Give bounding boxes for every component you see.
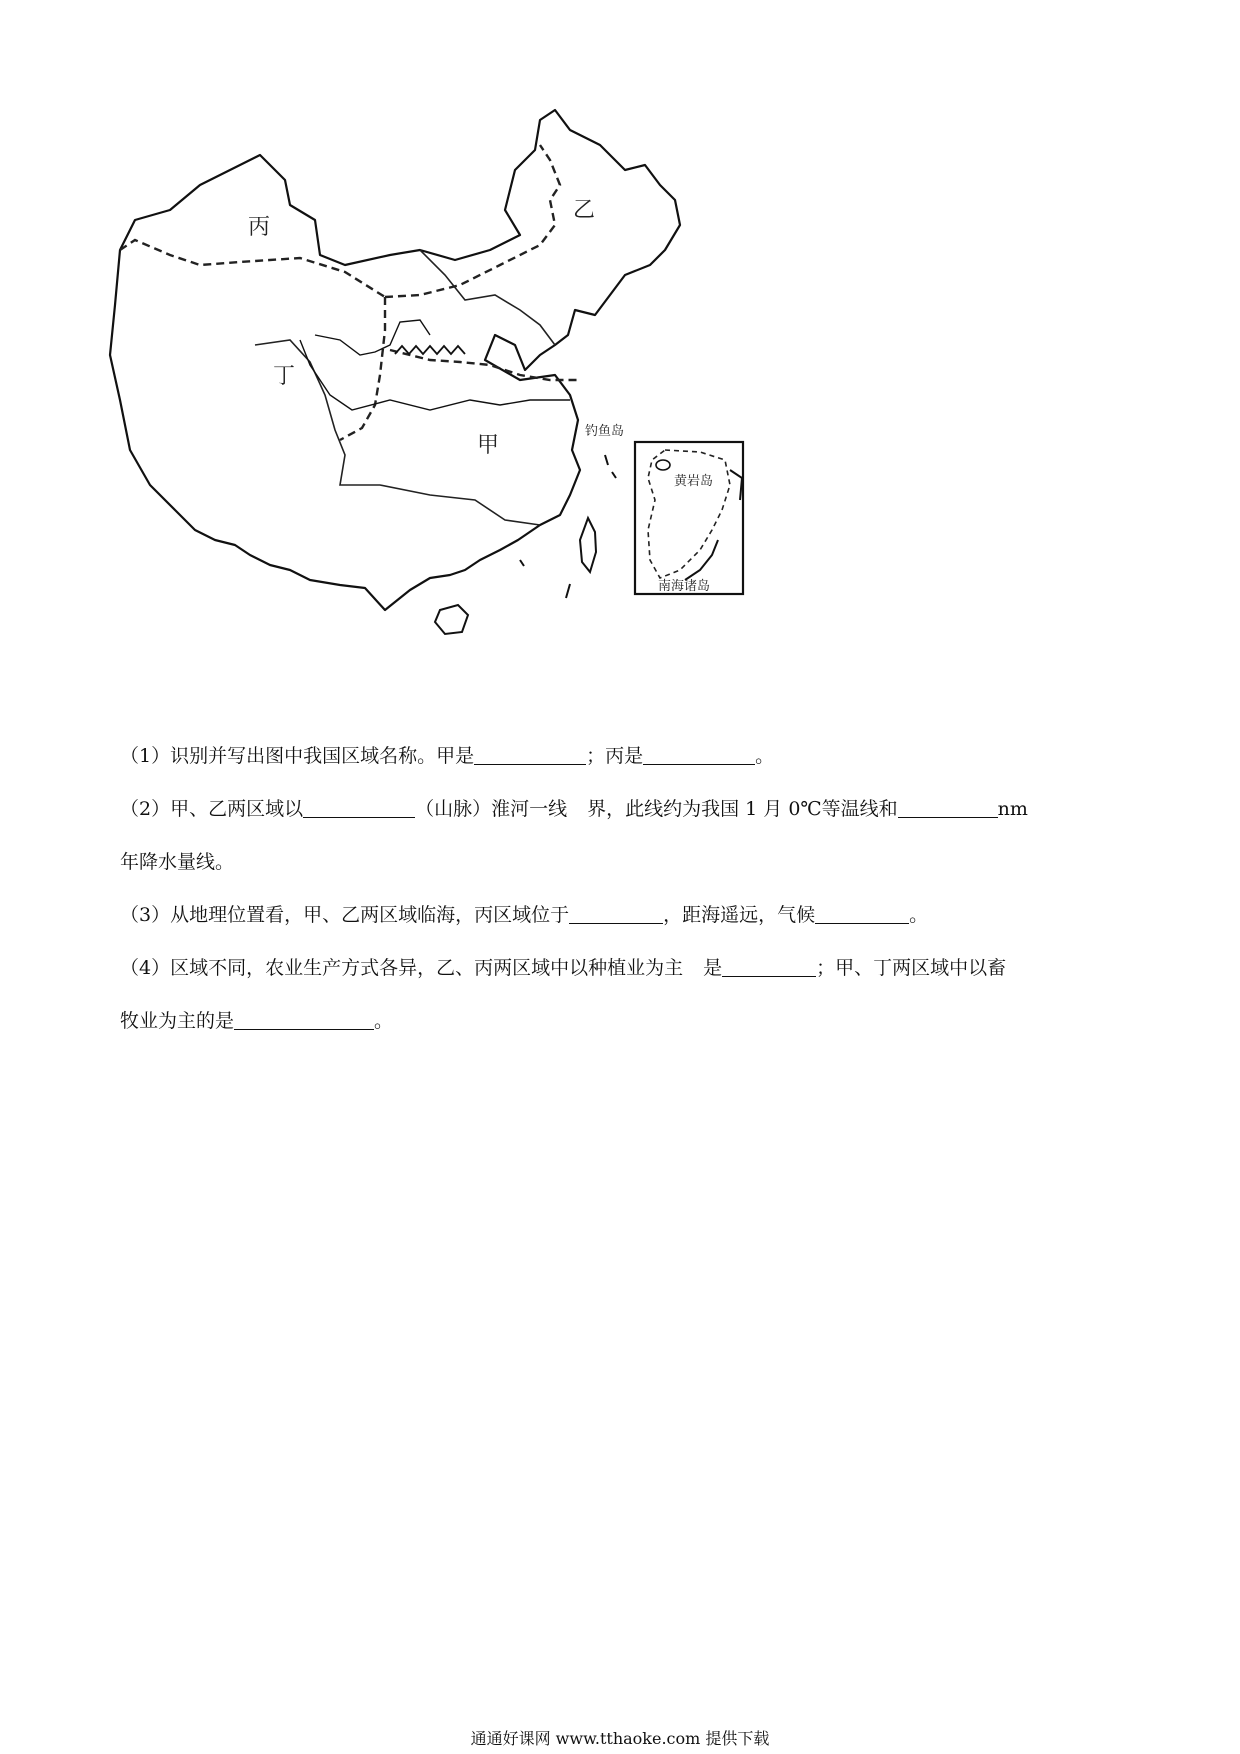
q1-text-2: ；丙是	[586, 745, 644, 767]
question-4-cont	[120, 995, 1150, 1048]
region-label-jia: 甲	[477, 433, 500, 458]
q4-text-4: 牧业为主的是	[120, 1010, 235, 1032]
q1-blank-jia[interactable]	[474, 742, 586, 765]
q2-blank-precipitation[interactable]	[898, 795, 998, 818]
q2-text-4: nm	[997, 798, 1028, 820]
q3-text-1: （3）从地理位置看，甲、乙两区域临海，丙区域位于	[120, 904, 570, 926]
q4-text-2: 是	[703, 957, 723, 979]
q3-text-3: 。	[909, 904, 929, 926]
question-1	[120, 730, 1150, 783]
page-footer: 通通好课网 www.tthaoke.com 提供下载	[470, 1729, 770, 1748]
internal-border-north	[420, 250, 555, 345]
q1-text-1: （1）识别并写出图中我国区域名称。甲是	[120, 745, 475, 767]
question-2	[120, 783, 1150, 836]
q4-blank-planting[interactable]	[722, 954, 816, 977]
china-region-map	[100, 100, 860, 680]
east-sea-islets	[605, 455, 616, 478]
diaoyu-island-label: 钓鱼岛	[585, 424, 625, 439]
taiwan-island	[580, 518, 596, 572]
boundary-yi	[385, 145, 560, 297]
q2-text-1: （2）甲、乙两区域以	[120, 798, 304, 820]
q2-text-5: 年降水量线。	[120, 851, 235, 873]
q2-text-2: （山脉）淮河一线	[415, 798, 568, 820]
region-label-ding: 丁	[273, 364, 296, 389]
q4-text-3: ；甲、丁两区域中以畜	[816, 957, 1007, 979]
question-block	[120, 730, 1150, 1048]
boundary-ding	[340, 297, 385, 440]
q4-text-5: 。	[374, 1010, 394, 1032]
q3-blank-climate[interactable]	[815, 901, 909, 924]
q4-blank-herding[interactable]	[234, 1007, 374, 1030]
q1-text-3: 。	[755, 745, 775, 767]
question-2-cont	[120, 836, 1150, 889]
q3-blank-location[interactable]	[569, 901, 663, 924]
q1-blank-bing[interactable]	[643, 742, 755, 765]
region-label-bing: 丙	[248, 215, 271, 240]
question-3	[120, 889, 1150, 942]
q2-blank-mountain[interactable]	[303, 795, 415, 818]
south-sea-islets	[520, 560, 570, 598]
hainan-island	[435, 605, 468, 634]
q2-text-3: 界，此线约为我国 1 月 0℃等温线和	[587, 798, 898, 820]
q3-text-2: ，距海遥远，气候	[663, 904, 816, 926]
huangyan-island-label: 黄岩岛	[674, 474, 714, 489]
region-label-yi: 乙	[573, 198, 596, 223]
nanhai-islands-label: 南海诸岛	[658, 579, 711, 594]
boundary-bing	[120, 240, 385, 297]
q4-text-1: （4）区域不同，农业生产方式各异，乙、丙两区域中以种植业为主	[120, 957, 684, 979]
question-4	[120, 942, 1150, 995]
